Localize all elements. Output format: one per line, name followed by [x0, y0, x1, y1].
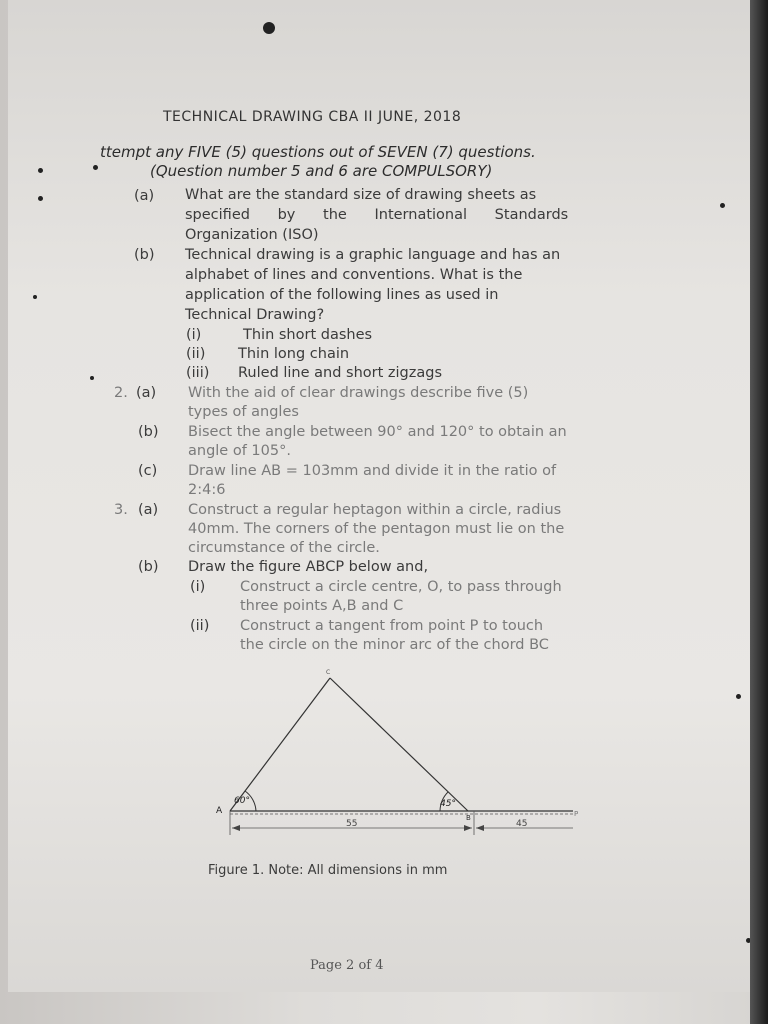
q3b-label: (b) — [138, 559, 159, 575]
q1b-line-4: Technical Drawing? — [185, 307, 325, 323]
dim-ab-value: 55 — [346, 819, 358, 829]
page-number: Page 2 of 4 — [310, 958, 384, 973]
q1a-line-1: What are the standard size of drawing sheets as — [185, 187, 537, 203]
q3b-sub-line: Construct a tangent from point P to touch — [240, 618, 544, 634]
figure-1-drawing — [8, 660, 752, 860]
q1b-sub-text: Thin short dashes — [243, 327, 373, 343]
angle-b-value: 45° — [440, 799, 456, 809]
arrow — [464, 825, 472, 831]
q1a-line-2: specified by the International Standards — [185, 207, 569, 223]
q1a-label: (a) — [134, 188, 155, 204]
shadow-edge — [750, 0, 768, 1024]
speck — [90, 376, 94, 380]
q3a-line-2: 40mm. The corners of the pentagon must lie on the — [188, 521, 565, 537]
q2b-line-2: angle of 105°. — [188, 443, 291, 459]
speck — [33, 295, 37, 299]
label-c: C — [326, 669, 331, 676]
q3b-text: Draw the figure ABCP below and, — [188, 559, 429, 575]
figure-caption-text: Figure 1. Note: All dimensions in mm — [208, 863, 448, 878]
q2-number: 2. — [114, 385, 128, 401]
label-a: A — [216, 806, 223, 816]
q3b-sub-line: the circle on the minor arc of the chord BC — [240, 637, 549, 653]
q2b-label: (b) — [138, 424, 159, 440]
q1b-sub-num: (ii) — [186, 346, 206, 362]
arrow — [232, 825, 240, 831]
angle-a-value: 60° — [234, 796, 250, 806]
q1b-line-3: application of the following lines as used in — [185, 287, 499, 303]
q2c-label: (c) — [138, 463, 158, 479]
q2c-line-1: Draw line AB = 103mm and divide it in the ratio of — [188, 463, 557, 479]
q1b-sub-num: (iii) — [186, 365, 210, 381]
q2c-line-2: 2:4:6 — [188, 482, 226, 498]
side-cb — [330, 678, 468, 811]
q2b-line-1: Bisect the angle between 90° and 120° to obtain an — [188, 424, 567, 440]
instruction-line-1: ttempt any FIVE (5) questions out of SEVEN (7) questions. — [100, 143, 536, 161]
speck — [38, 168, 43, 173]
ink-blot — [263, 22, 275, 34]
q3-number: 3. — [114, 502, 128, 518]
q3b-sub-num: (ii) — [190, 618, 210, 634]
q1b-sub-text: Thin long chain — [238, 346, 350, 362]
exam-page — [8, 0, 752, 992]
q1b-line-1: Technical drawing is a graphic language and has an — [185, 247, 561, 263]
q3a-label: (a) — [138, 502, 159, 518]
instruction-line-2: (Question number 5 and 6 are COMPULSORY) — [150, 162, 493, 180]
speck — [93, 165, 98, 170]
q3a-line-1: Construct a regular heptagon within a circle, radius — [188, 502, 562, 518]
q2a-line-1: With the aid of clear drawings describe five (5) — [188, 385, 529, 401]
q3b-sub-num: (i) — [190, 579, 206, 595]
label-p: P — [574, 810, 579, 818]
q3b-sub-line: Construct a circle centre, O, to pass through — [240, 579, 562, 595]
q1b-line-2: alphabet of lines and conventions. What is the — [185, 267, 523, 283]
q1b-sub-text: Ruled line and short zigzags — [238, 365, 443, 381]
q3a-line-3: circumstance of the circle. — [188, 540, 380, 556]
q1a-line-3: Organization (ISO) — [185, 227, 319, 243]
dim-bp-value: 45 — [516, 819, 528, 829]
q1b-label: (b) — [134, 247, 155, 263]
q3b-sub-line: three points A,B and C — [240, 598, 404, 614]
figure-caption — [208, 862, 447, 880]
label-b: B — [466, 814, 471, 822]
speck — [720, 203, 725, 208]
exam-title: TECHNICAL DRAWING CBA II JUNE, 2018 — [163, 109, 462, 125]
q1b-sub-num: (i) — [186, 327, 202, 343]
speck — [38, 196, 43, 201]
q2a-label: (a) — [136, 385, 157, 401]
arrow — [476, 825, 484, 831]
q2a-line-2: types of angles — [188, 404, 299, 420]
